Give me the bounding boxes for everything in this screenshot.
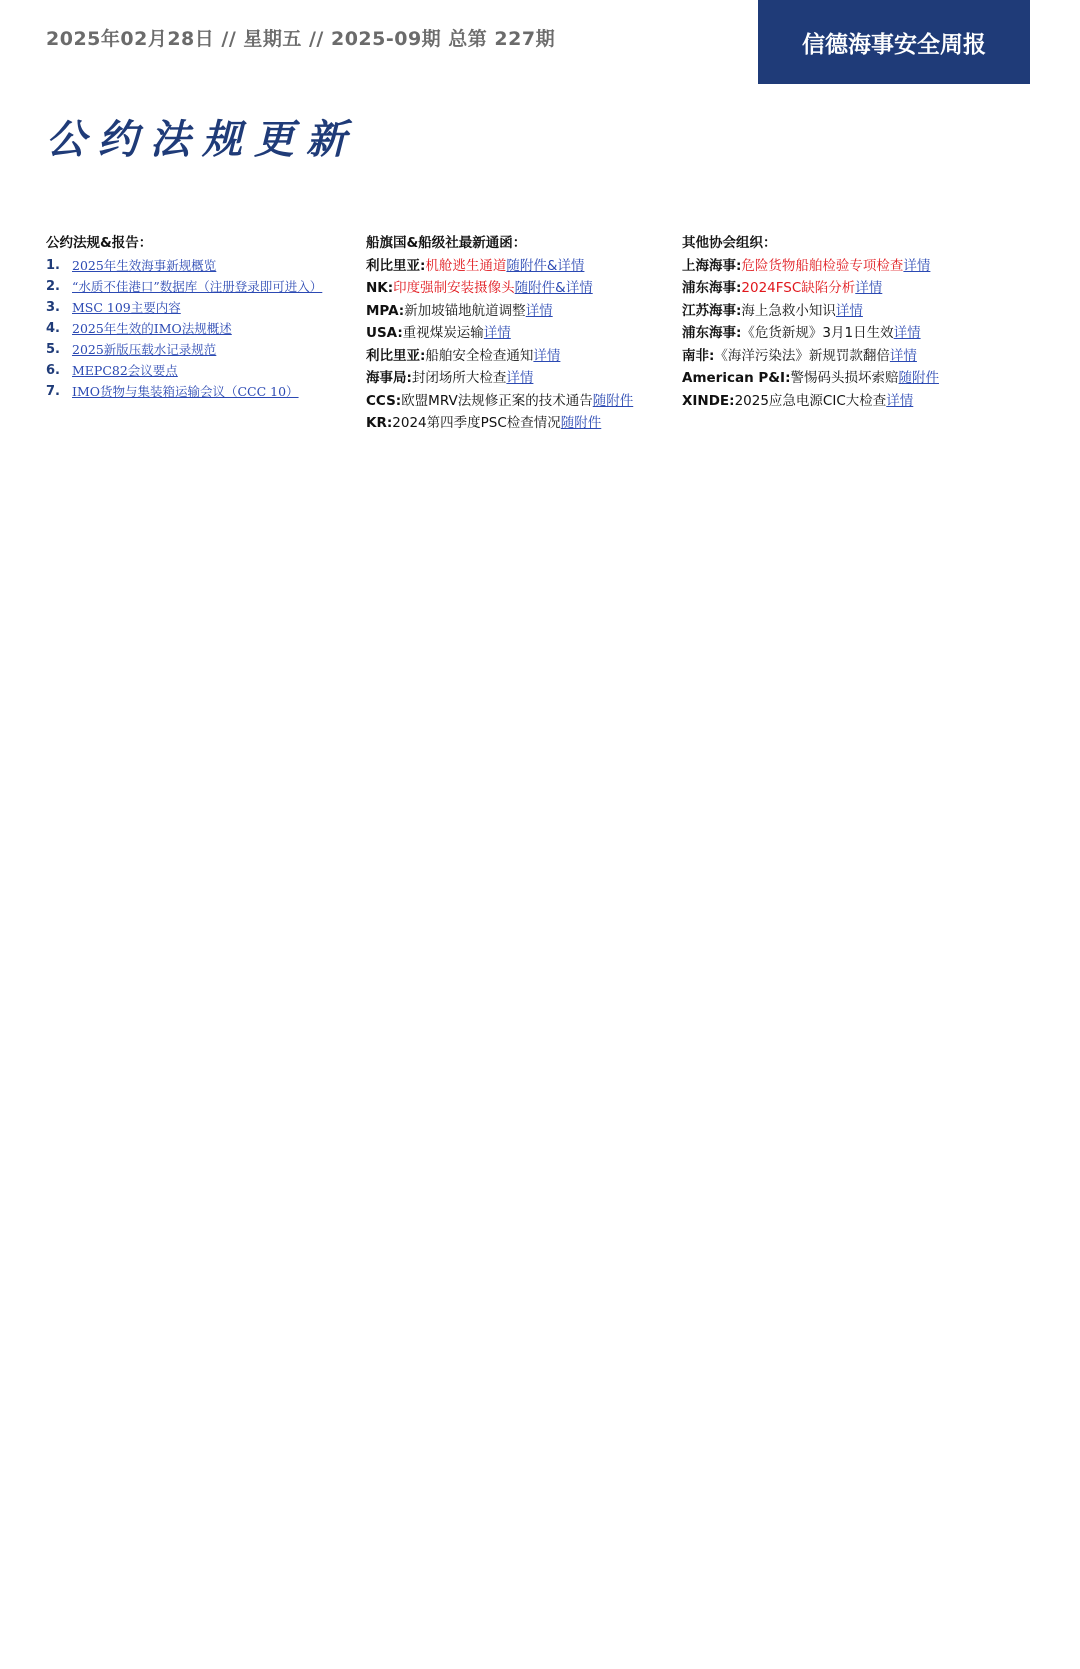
regs-item-number: 1.: [46, 257, 60, 273]
regs-link-item[interactable]: [46, 360, 366, 381]
other-item: [682, 367, 1032, 390]
regs-item-number: 4.: [46, 320, 60, 336]
other-title: 海上急救小知识: [741, 302, 836, 319]
brand-title: 信德海事安全周报: [758, 0, 1030, 84]
flag-title: 船舶安全检查通知: [425, 347, 534, 364]
flag-item: [366, 300, 676, 323]
other-heading: 其他协会组织：: [682, 235, 777, 251]
regs-list: [46, 255, 366, 402]
flag-title: 新加坡锚地航道调整: [404, 302, 526, 319]
flag-item: [366, 367, 676, 390]
flag-item: [366, 322, 676, 345]
other-detail-link[interactable]: 详情: [855, 280, 883, 296]
other-detail-link[interactable]: 随附件: [898, 370, 939, 386]
flag-detail-link[interactable]: 随附件: [560, 415, 602, 431]
other-source: 浦东海事:: [682, 325, 742, 341]
regs-item-number: 6.: [46, 362, 60, 378]
section-title: 公约法规更新: [46, 116, 358, 163]
regs-item-link[interactable]: MEPC82会议要点: [72, 362, 178, 378]
other-title: 《海洋污染法》新规罚款翻倍: [714, 347, 890, 364]
flag-item: [366, 255, 676, 278]
regs-link-item[interactable]: [46, 276, 366, 297]
flag-source: NK:: [366, 280, 394, 296]
header: [0, 0, 1080, 84]
other-list: [682, 255, 1032, 413]
flag-item: [366, 345, 676, 368]
other-title: 2025应急电源CIC大检查: [734, 392, 887, 409]
other-title: 警惕码头损坏索赔: [790, 370, 899, 386]
other-title: 《危货新规》3月1日生效: [741, 325, 894, 341]
issue-info: 2025年02月28日 // 星期五 // 2025-09期 总第 227期: [46, 28, 556, 50]
regs-item-link[interactable]: IMO货物与集装箱运输会议（CCC 10）: [72, 383, 299, 399]
flag-detail-link[interactable]: 详情: [506, 370, 534, 386]
other-detail-link[interactable]: 详情: [893, 325, 921, 341]
flag-source: CCS:: [366, 392, 402, 409]
flag-title: 机舱逃生通道: [425, 257, 507, 274]
other-item: [682, 322, 1032, 345]
flag-title: 欧盟MRV法规修正案的技术通告: [401, 392, 593, 409]
other-item: [682, 255, 1032, 278]
flag-title: 重视煤炭运输: [402, 325, 484, 341]
flag-item: [366, 277, 676, 300]
regs-link-item[interactable]: [46, 297, 366, 318]
regs-column: [46, 232, 366, 402]
other-item: [682, 300, 1032, 323]
other-source: 南非:: [682, 347, 715, 364]
regs-item-number: 2.: [46, 278, 60, 294]
regs-link-item[interactable]: [46, 339, 366, 360]
flag-list: [366, 255, 676, 435]
other-source: 上海海事:: [682, 257, 742, 274]
flag-detail-link[interactable]: 详情: [533, 347, 561, 364]
regs-item-link[interactable]: 2025年生效海事新规概览: [72, 257, 217, 273]
regs-item-number: 3.: [46, 299, 60, 315]
flag-detail-link[interactable]: 详情: [483, 325, 511, 341]
flag-detail-link[interactable]: 随附件: [592, 392, 634, 409]
flag-heading: 船旗国&船级社最新通函：: [366, 235, 527, 251]
other-title: 2024FSC缺陷分析: [741, 280, 856, 296]
flag-source: 利比里亚:: [366, 347, 426, 364]
regs-item-link[interactable]: 2025新版压载水记录规范: [72, 341, 217, 357]
flag-detail-link[interactable]: 随附件&详情: [514, 280, 593, 296]
other-source: 浦东海事:: [682, 280, 742, 296]
regs-link-item[interactable]: [46, 381, 366, 402]
regs-item-link[interactable]: MSC 109主要内容: [72, 299, 181, 315]
other-title: 危险货物船舶检验专项检查: [741, 257, 904, 274]
regs-link-item[interactable]: [46, 318, 366, 339]
other-source: 江苏海事:: [682, 302, 742, 319]
flag-detail-link[interactable]: 详情: [525, 302, 553, 319]
regs-item-number: 7.: [46, 383, 60, 399]
other-item: [682, 390, 1032, 413]
other-source: XINDE:: [682, 392, 735, 409]
flag-column: [366, 232, 676, 435]
flag-source: KR:: [366, 415, 393, 431]
other-source: American P&I:: [682, 370, 791, 386]
flag-source: 海事局:: [366, 370, 412, 386]
flag-source: USA:: [366, 325, 403, 341]
other-detail-link[interactable]: 详情: [886, 392, 914, 409]
other-detail-link[interactable]: 详情: [835, 302, 863, 319]
other-column: [682, 232, 1032, 412]
flag-source: 利比里亚:: [366, 257, 426, 274]
regs-item-number: 5.: [46, 341, 60, 357]
regs-heading: 公约法规&报告：: [46, 235, 153, 251]
other-item: [682, 277, 1032, 300]
other-detail-link[interactable]: 详情: [889, 347, 917, 364]
regs-link-item[interactable]: [46, 255, 366, 276]
flag-title: 2024第四季度PSC检查情况: [392, 415, 561, 431]
flag-title: 印度强制安装摄像头: [393, 280, 515, 296]
regs-item-link[interactable]: “水质不佳港口”数据库（注册登录即可进入）: [72, 278, 323, 294]
other-detail-link[interactable]: 详情: [903, 257, 931, 274]
flag-detail-link[interactable]: 随附件&详情: [506, 257, 585, 274]
flag-title: 封闭场所大检查: [411, 370, 507, 386]
flag-source: MPA:: [366, 302, 405, 319]
regs-item-link[interactable]: 2025年生效的IMO法规概述: [72, 320, 232, 336]
flag-item: [366, 390, 676, 413]
other-item: [682, 345, 1032, 368]
flag-item: [366, 412, 676, 435]
